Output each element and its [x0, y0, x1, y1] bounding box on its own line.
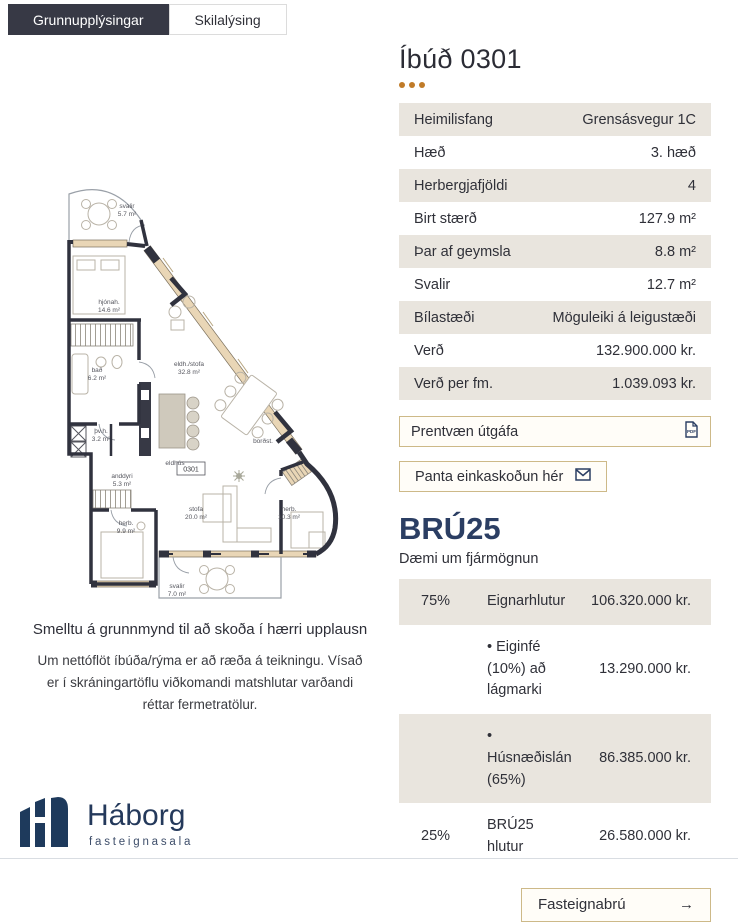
info-label: Verð per fm.: [414, 375, 493, 392]
fasteignabru-button[interactable]: [521, 888, 711, 922]
info-row: [399, 136, 711, 169]
floorplan-caption: [30, 621, 370, 716]
info-row: [399, 367, 711, 400]
caption-title: Smelltu á grunnmynd til að skoða í hærri upplausn: [32, 621, 368, 638]
haborg-logo[interactable]: [18, 789, 193, 856]
info-value: 127.9 m²: [638, 210, 696, 227]
tab-grunnupplysingar[interactable]: Grunnupplýsingar: [8, 4, 169, 35]
book-viewing-label: Panta einkaskoðun hér: [415, 468, 564, 485]
accent-dots: [399, 82, 711, 88]
info-label: Herbergjafjöldi: [414, 177, 508, 194]
financing-label: • Eiginfé (10%) að lágmarki: [487, 638, 546, 699]
dot-icon: [399, 82, 405, 88]
brand-tagline: fasteignasala: [89, 836, 194, 848]
room-label: stofa 20.0 m²: [184, 506, 208, 521]
room-label: svalir 5.7 m²: [117, 203, 137, 218]
financing-value: 86.385.000 kr.: [599, 749, 691, 766]
arrow-right-icon: →: [679, 896, 694, 914]
dot-icon: [419, 82, 425, 88]
print-version-button[interactable]: [399, 416, 711, 447]
furniture: [72, 200, 325, 594]
room-label: eldh./stofa 32.8 m²: [174, 361, 204, 376]
financing-value: 26.580.000 kr.: [599, 828, 691, 845]
property-info-table: [399, 103, 711, 400]
info-row: [399, 268, 711, 301]
dot-icon: [409, 82, 415, 88]
financing-label: BRÚ25 hlutur: [487, 817, 534, 855]
room-label: svalir 7.0 m²: [167, 583, 187, 598]
floorplan-image[interactable]: [53, 180, 389, 627]
financing-row: [399, 714, 711, 803]
room-label: bað 6.2 m²: [87, 367, 107, 382]
room-label: þv.h. 3.2 m²: [91, 428, 111, 443]
info-value: 8.8 m²: [654, 243, 696, 260]
info-label: Heimilisfang: [414, 111, 493, 128]
info-label: Verð: [414, 342, 444, 359]
info-value: Möguleiki á leigustæði: [552, 309, 696, 326]
room-label: herb. 9.9 m²: [116, 520, 136, 535]
info-row: [399, 103, 711, 136]
room-label: hjónah. 14.6 m²: [97, 299, 121, 314]
svg-text:PDF: PDF: [687, 429, 696, 434]
brand-name: Háborg: [87, 799, 186, 832]
info-value: 12.7 m²: [646, 276, 696, 293]
listing-panel: [399, 44, 711, 922]
info-value: 132.900.000 kr.: [596, 342, 696, 359]
envelope-icon: [575, 468, 591, 485]
room-label: herb. 10.3 m²: [277, 506, 301, 521]
info-label: Bílastæði: [414, 309, 475, 326]
info-row: [399, 301, 711, 334]
financing-value: 106.320.000 kr.: [591, 593, 691, 609]
financing-row: [399, 625, 711, 714]
pdf-icon: [684, 421, 699, 442]
info-label: Svalir: [414, 276, 451, 293]
info-label: Birt stærð: [414, 210, 477, 227]
financing-row: [399, 803, 711, 871]
kitchen: [139, 382, 199, 456]
fasteignabru-label: Fasteignabrú: [538, 896, 626, 914]
financing-table: [399, 579, 711, 871]
info-row: [399, 169, 711, 202]
walls: [69, 220, 336, 584]
financing-label: • Húsnæðislán (65%): [487, 728, 572, 788]
room-label: eldhús: [165, 460, 185, 467]
book-viewing-button[interactable]: [399, 461, 607, 492]
room-label: anddyri 5.3 m²: [111, 473, 133, 488]
info-value: Grensásvegur 1C: [582, 111, 696, 128]
caption-body: Um nettóflöt íbúða/rýma er að ræða á teikningu. Vísað er í skráningartöflu viðkomandi matshlutar varðandi réttar fermetratölur.: [37, 653, 363, 712]
tab-bar: [8, 4, 287, 35]
info-row: [399, 334, 711, 367]
info-label: Hæð: [414, 144, 446, 161]
info-value: 1.039.093 kr.: [612, 375, 696, 392]
print-version-label: Prentvæn útgáfa: [411, 423, 519, 440]
info-value: 3. hæð: [650, 144, 696, 161]
info-row: [399, 202, 711, 235]
info-row: [399, 235, 711, 268]
info-value: 4: [687, 177, 696, 194]
svg-text:0301: 0301: [183, 466, 199, 474]
financing-label: Eignarhlutur: [487, 593, 566, 609]
bru25-subtitle: Dæmi um fjármögnun: [399, 551, 539, 567]
financing-percent: 75%: [421, 593, 451, 609]
financing-percent: 25%: [421, 828, 451, 845]
room-label: borðst.: [253, 438, 273, 445]
haborg-logo-icon: [18, 789, 74, 856]
tab-skilalysing[interactable]: Skilalýsing: [169, 4, 287, 35]
bru25-logo: BRÚ25: [399, 511, 501, 546]
page-title: Íbúð 0301: [399, 44, 522, 74]
plant-icon: [233, 470, 245, 482]
financing-row: [399, 579, 711, 625]
info-label: Þar af geymsla: [414, 243, 511, 260]
financing-value: 13.290.000 kr.: [599, 660, 691, 677]
